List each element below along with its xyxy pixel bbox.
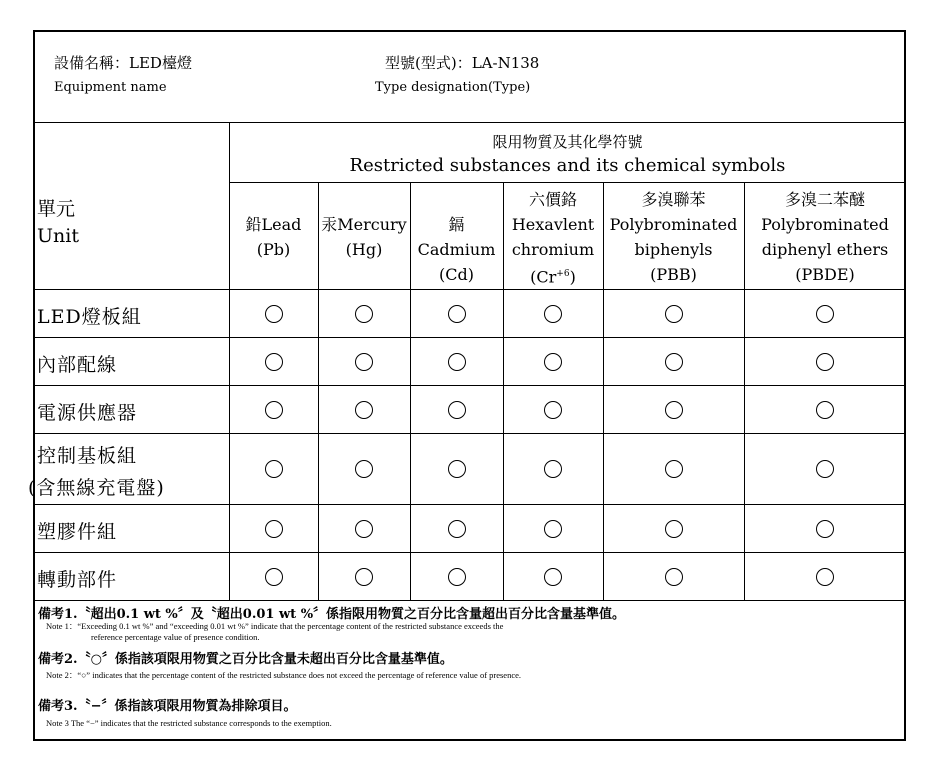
presence-mark-circle bbox=[816, 401, 834, 419]
column-header-text: 多溴二苯醚 bbox=[784, 190, 865, 209]
column-header-text: (Hg) bbox=[345, 240, 383, 259]
symbol-superscript: +6 bbox=[556, 269, 570, 279]
row-label-power-supply: 電源供應器 bbox=[37, 402, 138, 424]
symbol-text: ) bbox=[569, 267, 576, 287]
divider bbox=[33, 600, 906, 601]
note-1-zh: 備考1.〝超出0.1 wt %〞及〝超出0.01 wt %〞係指限用物質之百分比含量超出百分比含量基準值。 bbox=[38, 607, 626, 622]
note-3-en: Note 3 The “−” indicates that the restricted substance corresponds to the exemption. bbox=[46, 718, 332, 728]
presence-mark-circle bbox=[665, 568, 683, 586]
presence-mark-circle bbox=[448, 353, 466, 371]
presence-mark-circle bbox=[355, 460, 373, 478]
presence-mark-circle bbox=[544, 568, 562, 586]
column-header-text: Polybrominated bbox=[761, 215, 889, 234]
presence-mark-circle bbox=[448, 520, 466, 538]
presence-mark-circle bbox=[448, 305, 466, 323]
presence-mark-circle bbox=[355, 353, 373, 371]
divider bbox=[33, 433, 906, 434]
divider bbox=[229, 122, 230, 600]
column-header-text: 鎘Cadmium bbox=[417, 215, 496, 259]
column-header-text: (Cd) bbox=[439, 265, 474, 284]
column-header-pbb bbox=[603, 187, 744, 287]
equipment-name-zh: 設備名稱：LED檯燈 bbox=[54, 54, 192, 72]
presence-mark-circle bbox=[355, 401, 373, 419]
note-1-en: Note 1：“Exceeding 0.1 wt %” and “exceeding 0.01 wt %” indicate that the percentage content of the restricted substance exceeds the bbox=[46, 621, 504, 631]
column-header-text: (Pb) bbox=[256, 240, 291, 259]
presence-mark-circle bbox=[355, 520, 373, 538]
note-2-zh: 備考2.〝○〞係指該項限用物質之百分比含量未超出百分比含量基準值。 bbox=[38, 652, 453, 667]
note-1-en-cont: reference percentage value of presence condition. bbox=[91, 632, 260, 642]
equipment-name-en: Equipment name bbox=[54, 80, 167, 95]
substances-header-zh: 限用物質及其化學符號 bbox=[492, 133, 643, 151]
column-header-text: (PBB) bbox=[650, 265, 697, 284]
presence-mark-circle bbox=[665, 520, 683, 538]
presence-mark-circle bbox=[665, 305, 683, 323]
presence-mark-circle bbox=[544, 305, 562, 323]
presence-mark-circle bbox=[355, 568, 373, 586]
divider bbox=[33, 385, 906, 386]
divider bbox=[33, 504, 906, 505]
presence-mark-circle bbox=[816, 305, 834, 323]
row-label-rotating-parts: 轉動部件 bbox=[37, 569, 118, 591]
presence-mark-circle bbox=[448, 568, 466, 586]
row-label-internal-wiring: 內部配線 bbox=[37, 354, 118, 376]
presence-mark-circle bbox=[265, 305, 283, 323]
column-header-text: Polybrominated bbox=[609, 215, 738, 234]
presence-mark-circle bbox=[544, 401, 562, 419]
row-label-plastic-parts: 塑膠件組 bbox=[37, 521, 118, 543]
column-header-text: biphenyls bbox=[634, 240, 713, 259]
unit-header-en: Unit bbox=[37, 225, 79, 247]
column-header-mercury bbox=[318, 212, 410, 262]
unit-header-zh: 單元 bbox=[37, 198, 76, 220]
presence-mark-circle bbox=[665, 353, 683, 371]
column-header-text: 六價鉻 bbox=[528, 190, 577, 209]
presence-mark-circle bbox=[265, 568, 283, 586]
column-header-text: diphenyl ethers bbox=[761, 240, 889, 259]
divider bbox=[229, 182, 906, 183]
divider bbox=[33, 552, 906, 553]
divider bbox=[33, 122, 906, 123]
presence-mark-circle bbox=[816, 568, 834, 586]
presence-mark-circle bbox=[265, 353, 283, 371]
row-label-control-board: 控制基板組 bbox=[37, 445, 138, 467]
column-header-symbol bbox=[503, 262, 603, 289]
presence-mark-circle bbox=[448, 401, 466, 419]
column-header-cadmium bbox=[410, 212, 503, 287]
column-header-text: (PBDE) bbox=[795, 265, 855, 284]
presence-mark-circle bbox=[544, 520, 562, 538]
column-header-pbde bbox=[744, 187, 906, 287]
presence-mark-circle bbox=[816, 353, 834, 371]
presence-mark-circle bbox=[265, 520, 283, 538]
presence-mark-circle bbox=[265, 401, 283, 419]
column-header-text: chromium bbox=[511, 240, 595, 259]
type-designation-zh: 型號(型式)：LA-N138 bbox=[385, 54, 540, 72]
note-3-zh: 備考3.〝−〞係指該項限用物質為排除項目。 bbox=[38, 699, 297, 714]
presence-mark-circle bbox=[665, 460, 683, 478]
presence-mark-circle bbox=[816, 520, 834, 538]
column-header-text: 多溴聯苯 bbox=[641, 190, 706, 209]
column-header-text: 鉛Lead bbox=[245, 215, 302, 234]
presence-mark-circle bbox=[544, 460, 562, 478]
presence-mark-circle bbox=[816, 460, 834, 478]
column-header-text: Hexavlent bbox=[511, 215, 595, 234]
substances-header-en: Restricted substances and its chemical symbols bbox=[349, 155, 786, 176]
presence-mark-circle bbox=[448, 460, 466, 478]
presence-mark-circle bbox=[355, 305, 373, 323]
column-header-hexavalent-chromium bbox=[503, 187, 603, 289]
type-designation-en: Type designation(Type) bbox=[375, 80, 531, 95]
column-header-lead bbox=[229, 212, 318, 262]
symbol-text: (Cr bbox=[530, 267, 557, 287]
divider bbox=[33, 289, 906, 290]
row-label-control-board-sub: (含無線充電盤) bbox=[28, 477, 165, 499]
presence-mark-circle bbox=[665, 401, 683, 419]
column-header-text: 汞Mercury bbox=[321, 215, 407, 234]
presence-mark-circle bbox=[265, 460, 283, 478]
presence-mark-circle bbox=[544, 353, 562, 371]
note-2-en: Note 2：“○” indicates that the percentage content of the restricted substance does not exceed the percentage of reference value of presence. bbox=[46, 670, 521, 680]
row-label-led-board: LED燈板組 bbox=[37, 306, 142, 328]
divider bbox=[33, 337, 906, 338]
